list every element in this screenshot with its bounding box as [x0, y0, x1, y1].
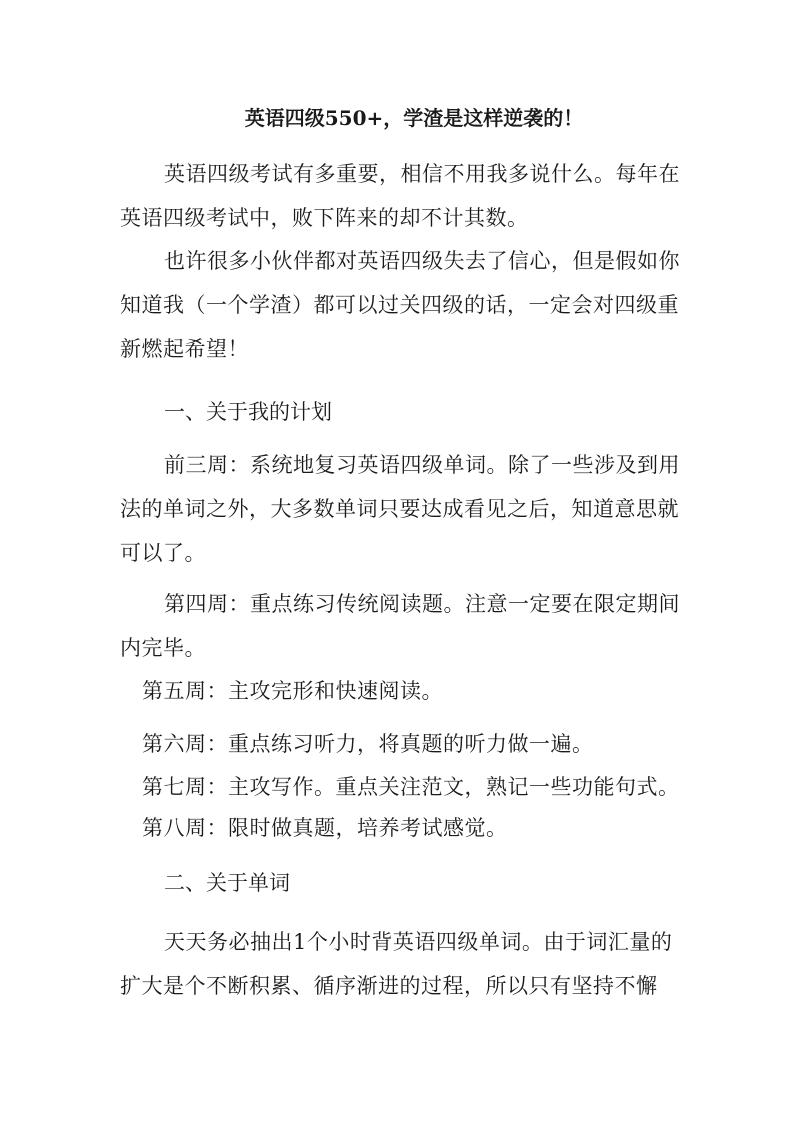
document-title: 英语四级550+，学渣是这样逆袭的！	[244, 106, 584, 130]
paragraph-weeks-1-3: 前三周：系统地复习英语四级单词。除了一些涉及到用法的单词之外，大多数单词只要达成看见之后，知道意思就可以了。	[120, 453, 680, 565]
line-week-6: 第六周：重点练习听力，将真题的听力做一遍。	[142, 732, 594, 756]
line-week-5: 第五周：主攻完形和快速阅读。	[142, 679, 443, 703]
section-heading-plan: 一、关于我的计划	[164, 400, 332, 424]
line-week-8: 第八周：限时做真题，培养考试感觉。	[142, 816, 508, 840]
paragraph-encouragement: 也许很多小伙伴都对英语四级失去了信心，但是假如你知道我（一个学渣）都可以过关四级的话，一定会对四级重新燃起希望！	[120, 249, 680, 361]
section-heading-vocabulary: 二、关于单词	[164, 871, 290, 895]
paragraph-vocabulary: 天天务必抽出1个小时背英语四级单词。由于词汇量的扩大是个不断积累、循序渐进的过程，所以只有坚持不懈	[120, 930, 673, 998]
paragraph-week-4: 第四周：重点练习传统阅读题。注意一定要在限定期间内完毕。	[120, 592, 680, 660]
line-week-7: 第七周：主攻写作。重点关注范文，熟记一些功能句式。	[142, 775, 680, 799]
paragraph-importance: 英语四级考试有多重要，相信不用我多说什么。每年在英语四级考试中，败下阵来的却不计其数。	[120, 162, 680, 230]
